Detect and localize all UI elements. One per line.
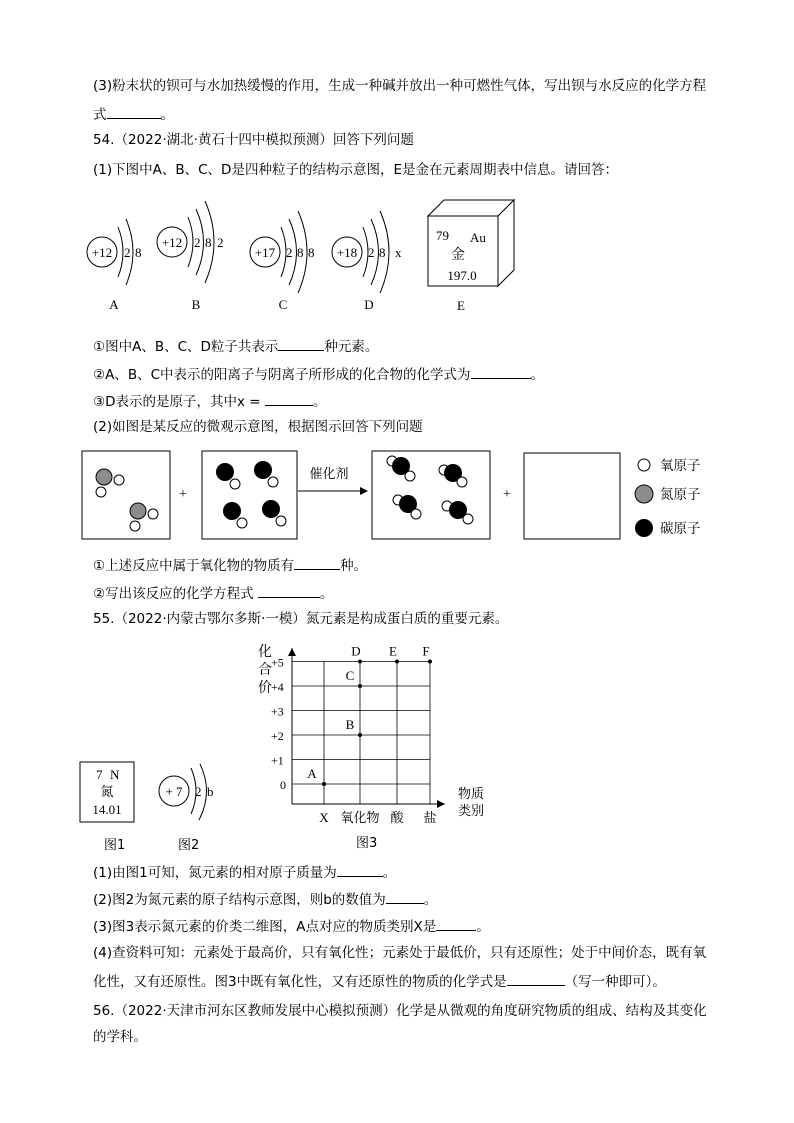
nucleus-label: +18	[336, 245, 358, 260]
molecule-co	[254, 461, 278, 487]
answer-blank[interactable]	[278, 336, 324, 351]
answer-blank[interactable]	[107, 104, 161, 119]
legend-label: 氮原子	[660, 487, 701, 502]
molecule-co2	[442, 501, 473, 524]
atom-diagram-c	[250, 211, 315, 312]
y-tick-label: +4	[271, 680, 284, 694]
q54-q4: ①上述反应中属于氧化物的物质有 种。	[93, 555, 367, 576]
particle-label: D	[364, 297, 374, 312]
element-name: 氮	[100, 784, 114, 799]
shell-count: 2	[217, 235, 224, 250]
atomic-number: 7	[96, 767, 103, 782]
molecule-co2	[387, 456, 415, 481]
shell-count: 2	[368, 245, 375, 260]
data-point-e	[395, 660, 399, 664]
atomic-mass: 14.01	[92, 802, 122, 817]
legend-carbon	[635, 519, 653, 537]
nucleus-label: + 7	[165, 784, 183, 799]
answer-blank[interactable]	[258, 583, 320, 598]
x-axis-label: 物质	[458, 786, 485, 801]
fig2-caption: 图2	[178, 838, 200, 853]
particle-label: C	[278, 297, 288, 312]
atom-diagram-d	[332, 211, 402, 312]
element-symbol: N	[110, 767, 120, 782]
q55-s3: (3)图3表示氮元素的价类二维图，A点对应的物质类别X是 。	[93, 916, 490, 937]
data-point-c	[358, 684, 362, 688]
y-axis-label: 合	[258, 663, 272, 678]
q54-part1-intro: (1)下图中A、B、C、D是四种粒子的结构示意图，E是金在元素周期表中信息。请回答：	[93, 162, 618, 178]
q55-header: 55.（2022·内蒙古鄂尔多斯·一模）氮元素是构成蛋白质的重要元素。	[93, 611, 509, 627]
molecule-co	[262, 500, 286, 526]
particle-label: B	[191, 297, 201, 312]
q54-q1: ①图中A、B、C、D粒子共表示 种元素。	[93, 336, 378, 357]
point-label: A	[307, 766, 317, 781]
x-tick-label: X	[319, 810, 329, 825]
plus-sign: +	[503, 487, 511, 502]
q53-part3-line1: (3)粉末状的钡可与水加热缓慢的作用，生成一种碱并放出一种可燃性气体，写出钡与水反应的化学方程	[93, 78, 707, 94]
legend-oxygen	[638, 459, 650, 471]
nucleus-label: +17	[254, 245, 276, 260]
molecule-co	[216, 463, 240, 489]
shell-count: 8	[379, 245, 386, 260]
nitrogen-atom-diagram	[154, 764, 234, 824]
answer-blank[interactable]	[337, 862, 383, 877]
data-point-b	[358, 733, 362, 737]
y-tick-label: +1	[271, 753, 284, 768]
answer-blank[interactable]	[507, 971, 565, 986]
data-point-f	[428, 660, 432, 664]
nitrogen-element-card	[78, 760, 138, 824]
q55-s1: (1)由图1可知，氮元素的相对原子质量为 。	[93, 862, 396, 883]
element-name: 金	[451, 248, 465, 263]
shell-count: 8	[308, 245, 315, 260]
shell-count: 2	[194, 235, 201, 250]
catalyst-label: 催化剂	[309, 466, 349, 481]
atom-structure-diagrams	[80, 195, 420, 315]
molecule-no2	[130, 503, 158, 531]
molecule-co	[223, 502, 247, 528]
q54-part2-intro: (2)如图是某反应的微观示意图，根据图示回答下列问题	[93, 419, 423, 435]
y-tick-label: +3	[271, 704, 284, 719]
q55-s2: (2)图2为氮元素的原子结构示意图，则b的数值为 。	[93, 889, 437, 910]
molecule-no2	[96, 469, 124, 497]
q54-q2: ②A、B、C中表示的阳离子与阴离子所形成的化合物的化学式为 。	[93, 364, 544, 385]
y-tick-label: +5	[271, 655, 284, 670]
q54-q3: ③D表示的是原子，其中x = 。	[93, 391, 326, 412]
x-tick-label: 盐	[423, 810, 437, 825]
reaction-micro-diagram	[80, 448, 720, 544]
fig1-caption: 图1	[104, 838, 126, 853]
shell-count: 8	[205, 235, 212, 250]
shell-count: 8	[297, 245, 304, 260]
x-axis-arrow	[437, 800, 445, 808]
data-point-d	[358, 660, 362, 664]
shell-count: 2	[124, 245, 131, 260]
y-axis-label: 化	[258, 645, 272, 660]
answer-blank[interactable]	[386, 889, 424, 904]
y-tick-label: 0	[280, 778, 286, 792]
q55-s4-line2: 化性，又有还原性。图3中既有氧化性，又有还原性的物质的化学式是 （写一种即可）。	[93, 971, 666, 992]
atomic-mass: 197.0	[447, 268, 477, 283]
answer-blank[interactable]	[294, 555, 340, 570]
answer-blank[interactable]	[265, 391, 313, 406]
x-axis-label: 类别	[458, 803, 485, 818]
shell-count: 8	[135, 245, 142, 260]
y-tick-label: +2	[271, 729, 284, 743]
q53-part3-line2: 式 。	[93, 104, 174, 125]
q54-header: 54.（2022·湖北·黄石十四中模拟预测）回答下列问题	[93, 132, 414, 148]
nucleus-label: +12	[161, 235, 183, 250]
data-point-a	[322, 782, 326, 786]
x-tick-label: 酸	[390, 810, 404, 825]
molecule-co2	[439, 464, 467, 487]
point-label: C	[345, 668, 355, 683]
q56-line1: 56.（2022·天津市河东区教师发展中心模拟预测）化学是从微观的角度研究物质的组成、结构及其变化	[93, 1003, 707, 1019]
empty-product-box	[524, 453, 620, 539]
legend-label: 氧原子	[660, 458, 701, 473]
q56-line2: 的学科。	[93, 1029, 147, 1045]
y-axis-label: 价	[258, 681, 272, 696]
q55-s4-line1: (4)查资料可知：元素处于最高价，只有氧化性；元素处于最低价，只有还原性；处于中间价态，既有氧	[93, 945, 707, 961]
point-label: B	[345, 717, 355, 732]
molecule-co2	[393, 495, 421, 519]
shell-count: x	[395, 245, 402, 260]
legend-label: 碳原子	[660, 521, 701, 536]
point-label: E	[389, 643, 397, 659]
shell-count: 2	[195, 784, 202, 799]
answer-blank[interactable]	[436, 916, 476, 931]
shell-count: 2	[286, 245, 293, 260]
reactant-box-1	[82, 451, 170, 539]
particle-label: E	[457, 298, 465, 313]
plus-sign: +	[179, 487, 187, 502]
valence-class-chart	[240, 638, 500, 856]
point-label: D	[351, 643, 361, 659]
atomic-number: 79	[436, 228, 449, 243]
q54-q5: ②写出该反应的化学方程式 。	[93, 583, 333, 604]
legend-nitrogen	[635, 485, 653, 503]
atom-diagram-b	[157, 201, 224, 312]
nucleus-label: +12	[91, 245, 113, 260]
element-card-gold	[424, 198, 519, 313]
answer-blank[interactable]	[471, 364, 531, 379]
shell-count: b	[207, 784, 214, 799]
y-axis-arrow	[288, 648, 296, 656]
point-label: F	[422, 643, 430, 659]
particle-label: A	[109, 297, 119, 312]
atom-diagram-a	[87, 219, 142, 312]
fig3-caption: 图3	[356, 836, 378, 851]
element-symbol: Au	[470, 230, 486, 245]
x-tick-label: 氧化物	[340, 810, 380, 825]
